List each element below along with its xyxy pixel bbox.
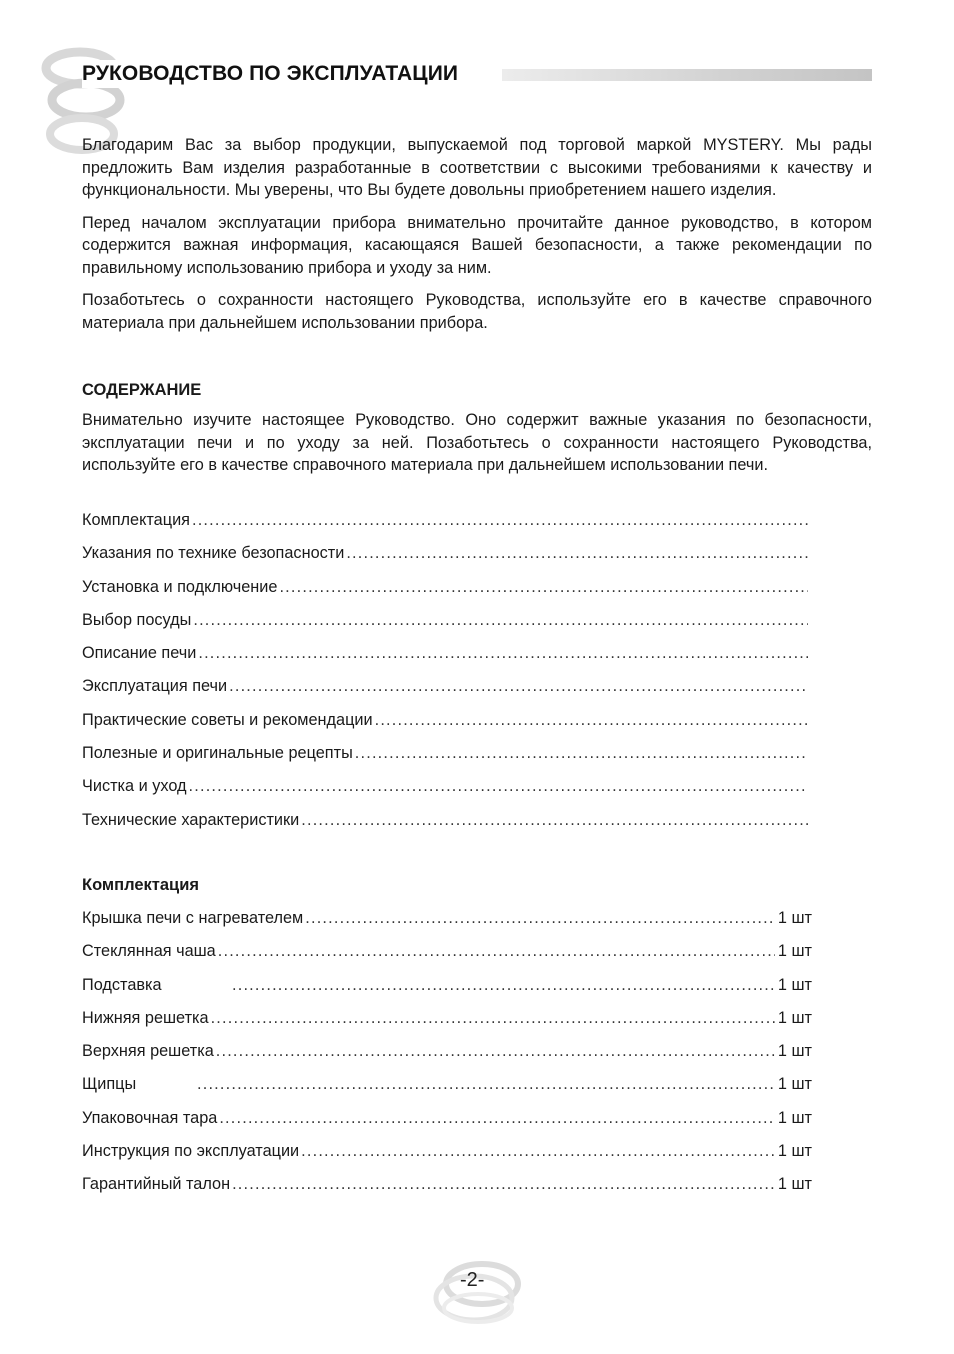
page-number-swirl-icon (432, 1256, 528, 1328)
kit-item (82, 974, 812, 1007)
kit-item-quantity: 1 шт (777, 1075, 812, 1094)
kit-item (82, 940, 812, 973)
page-title: РУКОВОДСТВО ПО ЭКСПЛУАТАЦИИ (82, 60, 464, 88)
kit-item-quantity: 1 шт (777, 1108, 812, 1127)
kit-item-quantity: 1 шт (777, 1142, 812, 1161)
kit-item-label: Щипцы (82, 1075, 137, 1094)
kit-item (82, 1107, 812, 1140)
dot-leader (189, 775, 808, 797)
kit-item-label: Верхняя решетка (82, 1042, 214, 1061)
kit-item (82, 1073, 812, 1106)
kit-item-label: Инструкция по эксплуатации (82, 1142, 300, 1161)
kit-item-label: Упаковочная тара (82, 1108, 218, 1127)
toc-entry-label: Технические характеристики (82, 810, 300, 829)
kit-item (82, 907, 812, 940)
toc-entry (82, 609, 808, 642)
toc-entry-label: Эксплуатация печи (82, 677, 228, 696)
intro-paragraph: Позаботьтесь о сохранности настоящего Руководства, используйте его в качестве справочного материала при дальнейшем использовании прибора. (82, 291, 872, 332)
toc-entry-label: Указания по технике безопасности (82, 544, 345, 563)
dot-leader (229, 675, 808, 697)
dot-leader (192, 509, 808, 531)
table-of-contents (82, 509, 808, 842)
dot-leader (216, 1040, 775, 1062)
toc-entry-label: Полезные и оригинальные рецепты (82, 744, 353, 763)
toc-entry (82, 809, 808, 842)
kit-item-quantity: 1 шт (777, 942, 812, 961)
header-gradient-bar (502, 69, 872, 81)
kit-item (82, 1173, 812, 1206)
kit-list (82, 907, 812, 1207)
toc-entry (82, 576, 808, 609)
kit-heading: Комплектация (82, 876, 199, 894)
kit-item-quantity: 1 шт (777, 975, 812, 994)
page-number-badge (432, 1256, 528, 1328)
toc-entry-label: Практические советы и рекомендации (82, 710, 373, 729)
kit-item (82, 1040, 812, 1073)
dot-leader (355, 742, 808, 764)
dot-leader (279, 576, 808, 598)
toc-entry (82, 709, 808, 742)
dot-leader (375, 709, 808, 731)
toc-entry (82, 675, 808, 708)
dot-leader (219, 1107, 775, 1129)
toc-entry (82, 642, 808, 675)
page-number: -2- (460, 1269, 485, 1291)
contents-description: Внимательно изучите настоящее Руководство. Оно содержит важные указания по безопасности, эксплуатации печи и по уходу за ней. Позаботьтесь о сохранности настоящего Руководства, используйте его в качестве справочного материала при дальнейшем использовании печи. (82, 411, 872, 474)
dot-leader (218, 940, 775, 962)
kit-item-label: Гарантийный талон (82, 1175, 231, 1194)
toc-entry-label: Выбор посуды (82, 610, 192, 629)
kit-item-quantity: 1 шт (777, 1042, 812, 1061)
toc-entry (82, 542, 808, 575)
toc-entry (82, 509, 808, 542)
kit-item-quantity: 1 шт (777, 1008, 812, 1027)
dot-leader (301, 1140, 775, 1162)
kit-item-label: Подставка (82, 975, 162, 994)
toc-entry-label: Чистка и уход (82, 777, 187, 796)
dot-leader (198, 642, 808, 664)
dot-leader (193, 609, 808, 631)
intro-paragraph: Благодарим Вас за выбор продукции, выпускаемой под торговой маркой MYSTERY. Мы рады предложить Вам изделия разработанные в соответствии с высокими требованиями к качеству и функциональности. Мы уверены, что Вы будете довольны приобретением нашего изделия. (82, 136, 872, 199)
intro-paragraph: Перед началом эксплуатации прибора внимательно прочитайте данное руководство, в котором содержится важная информация, касающаяся Вашей безопасности, а также рекомендации по правильному использованию прибора и уходу за ним. (82, 213, 872, 277)
kit-item (82, 1140, 812, 1173)
page-header (82, 60, 872, 88)
dot-leader (211, 1007, 775, 1029)
dot-leader (301, 809, 808, 831)
toc-entry (82, 742, 808, 775)
toc-entry (82, 775, 808, 808)
dot-leader (232, 974, 775, 996)
intro-section (82, 134, 872, 487)
kit-item-label: Стеклянная чаша (82, 942, 216, 961)
kit-item-quantity: 1 шт (777, 909, 812, 927)
toc-entry-label: Установка и подключение (82, 577, 278, 596)
dot-leader (305, 907, 775, 929)
kit-item-quantity: 1 шт (777, 1175, 812, 1194)
toc-entry-label: Комплектация (82, 511, 190, 529)
kit-item (82, 1007, 812, 1040)
contents-heading: СОДЕРЖАНИЕ (82, 381, 202, 399)
dot-leader (232, 1173, 775, 1195)
dot-leader (197, 1073, 775, 1095)
toc-entry-label: Описание печи (82, 644, 197, 663)
kit-item-label: Нижняя решетка (82, 1008, 209, 1027)
dot-leader (346, 542, 808, 564)
kit-item-label: Крышка печи с нагревателем (82, 909, 304, 927)
